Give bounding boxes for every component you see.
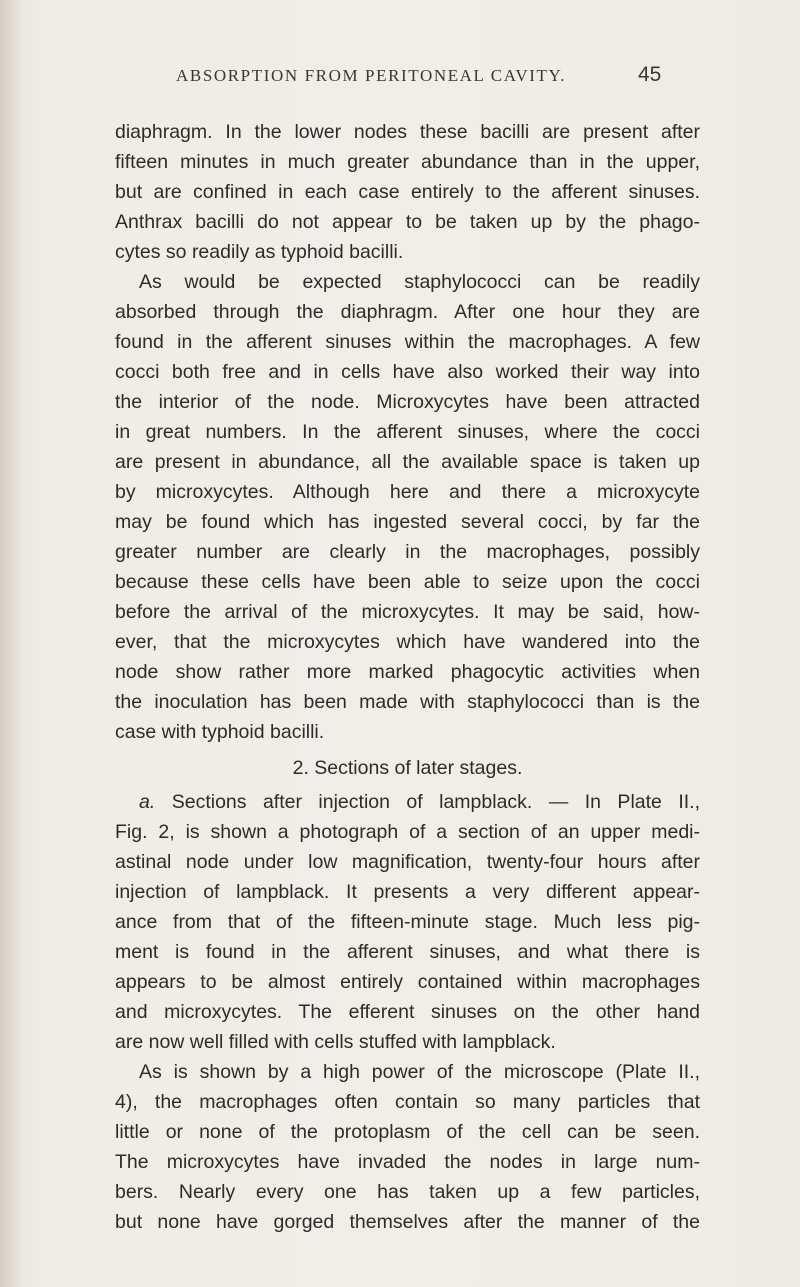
text-line: diaphragm. In the lower nodes these bacilli are present after: [115, 121, 700, 143]
text-line: As is shown by a high power of the microscope (Plate II.,: [139, 1061, 700, 1083]
text-line: [115, 787, 700, 817]
text-line: Anthrax bacilli do not appear to be taken up by the phago-: [115, 211, 700, 233]
text-line: found in the afferent sinuses within the macrophages. A few: [115, 331, 700, 353]
text-line: case with typhoid bacilli.: [115, 721, 325, 743]
text-line: injection of lampblack. It presents a very different appear-: [115, 881, 700, 903]
text-line: but none have gorged themselves after the manner of the: [115, 1211, 700, 1233]
text-line: ance from that of the fifteen-minute stage. Much less pig-: [115, 911, 700, 933]
text-line: fifteen minutes in much greater abundance than in the upper,: [115, 151, 700, 173]
text-line: and microxycytes. The efferent sinuses on the other hand: [115, 1001, 700, 1023]
text-line: absorbed through the diaphragm. After one hour they are: [115, 301, 700, 323]
text-line: The microxycytes have invaded the nodes in large num-: [115, 1151, 700, 1173]
text-line: ment is found in the afferent sinuses, and what there is: [115, 941, 700, 963]
text-line: astinal node under low magnification, twenty-four hours after: [115, 851, 700, 873]
text-line: appears to be almost entirely contained within macrophages: [115, 971, 700, 993]
text-line: cocci both free and in cells have also worked their way into: [115, 361, 700, 383]
text-line: are present in abundance, all the available space is taken up: [115, 451, 700, 473]
text-line: greater number are clearly in the macrophages, possibly: [115, 541, 700, 563]
running-head: ABSORPTION FROM PERITONEAL CAVITY.: [176, 66, 567, 85]
subsection-title: Sections after injection of lampblack. — In Plate II.,: [171, 791, 700, 813]
text-line: As would be expected staphylococci can be readily: [139, 271, 700, 293]
page-number: 45: [638, 63, 662, 86]
text-line: ever, that the microxycytes which have wandered into the: [115, 631, 700, 653]
text-line: node show rather more marked phagocytic activities when: [115, 661, 700, 683]
text-line: but are confined in each case entirely to the afferent sinuses.: [115, 181, 700, 203]
text-line: are now well filled with cells stuffed with lampblack.: [115, 1031, 556, 1053]
text-line: may be found which has ingested several cocci, by far the: [115, 511, 700, 533]
text-line: cytes so readily as typhoid bacilli.: [115, 241, 404, 263]
text-line: the inoculation has been made with staphylococci than is the: [115, 691, 700, 713]
subsection-label: a.: [139, 791, 156, 813]
text-line: by microxycytes. Although here and there a microxycyte: [115, 481, 700, 503]
text-line: little or none of the protoplasm of the cell can be seen.: [115, 1121, 700, 1143]
text-line: 4), the macrophages often contain so many particles that: [115, 1091, 700, 1113]
text-line: bers. Nearly every one has taken up a few particles,: [115, 1181, 700, 1203]
section-heading: 2. Sections of later stages.: [292, 757, 523, 779]
text-line: the interior of the node. Microxycytes have been attracted: [115, 391, 700, 413]
text-line: because these cells have been able to seize upon the cocci: [115, 571, 700, 593]
text-line: before the arrival of the microxycytes. It may be said, how-: [115, 601, 700, 623]
text-line: in great numbers. In the afferent sinuses, where the cocci: [115, 421, 700, 443]
text-line: Fig. 2, is shown a photograph of a section of an upper medi-: [115, 821, 700, 843]
page-header: [0, 63, 800, 94]
body-text: [115, 117, 700, 1237]
page-edge-shadow: [0, 0, 22, 1287]
